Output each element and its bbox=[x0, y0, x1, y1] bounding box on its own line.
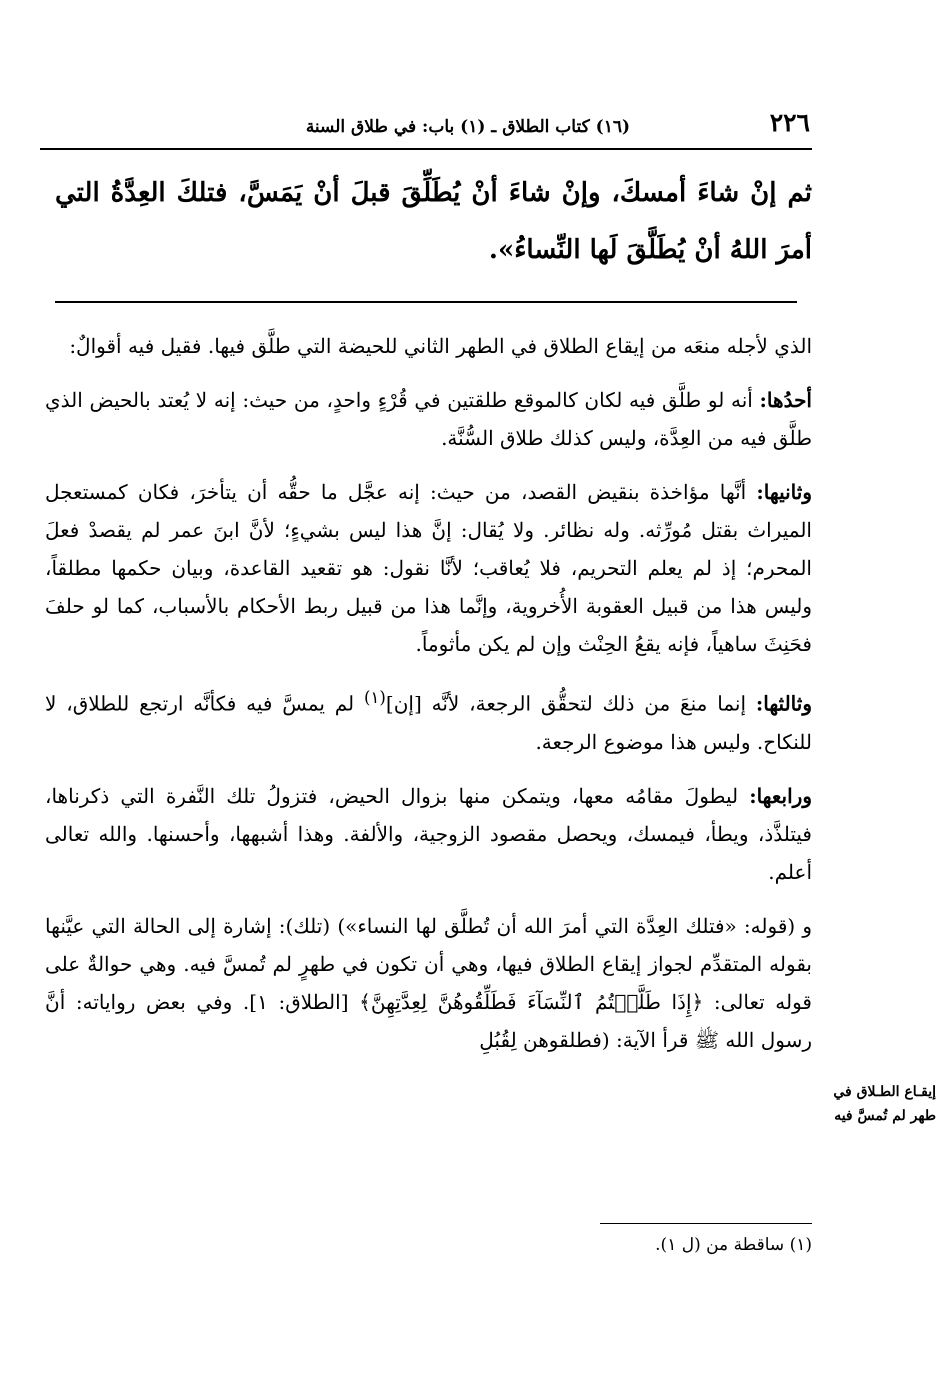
header-divider bbox=[40, 148, 812, 150]
footnote-marker[interactable]: (١) bbox=[363, 688, 386, 707]
opinion-4-text: ليطولَ مقامُه معها، ويتمكن منها بزوال الحيض، فتزولُ تلك النَّفرة التي ذكرناها، فيتلذَّذ، ويطأ، فيمسك، ويحصل مقصود الزوجية، والألفة. وهذا أشبهها، وأحسنها. والله تعالى أعلم. bbox=[45, 783, 812, 884]
opinion-3 bbox=[45, 679, 812, 761]
opinion-3-text-after: لم يمسَّ فيه فكأنَّه ارتجع للطلاق، لا للنكاح. وليس هذا موضوع الرجعة. bbox=[45, 691, 812, 754]
page-number: ٢٢٦ bbox=[769, 108, 810, 137]
opinion-1 bbox=[45, 381, 812, 457]
margin-note: إيقـاع الطـلاق في طهر لم تُمسَّ فيه bbox=[833, 1084, 936, 1124]
opinion-1-lead: أحدُها: bbox=[759, 388, 812, 412]
opinion-3-text-before: إنما منعَ من ذلك لتحقُّق الرجعة، لأنَّه [إن] bbox=[385, 691, 756, 716]
page-header bbox=[40, 108, 810, 148]
opinion-1-text: أنه لو طلَّق فيه لكان كالموقع طلقتين في قُرْءٍ واحدٍ، من حيث: إنه لا يُعتد بالحيض الذي طلَّق فيه من العِدَّة، وليس كذلك طلاق السُّنَّة. bbox=[45, 388, 812, 450]
opinion-2-text: أنَّها مؤاخذة بنقيض القصد، من حيث: إنه عجَّل ما حقُّه أن يتأخرَ، فكان كمستعجل الميراث بقتل مُورِّثه. وله نظائر. ولا يُقال: إنَّ هذا ليس بشيءٍ؛ لأنَّ ابنَ عمر لم يقصدْ فعلَ المحرم؛ إذ لم يعلم التحريم، فلا يُعاقب؛ لأنَّا نقول: هو تقعيد القاعدة، وبيان حكمها مطلقاً، وليس هذا من قبيل العقوبة الأُخروية، وإنَّما هذا من قبيل ربط الأحكام بالأسباب، كما لو حلفَ فحَنِثَ ساهياً، فإنه يقعُ الحِنْث وإن لم يكن مأثوماً. bbox=[45, 480, 812, 656]
opinion-4-lead: ورابعها: bbox=[749, 783, 812, 808]
footnote: (١) ساقطة من (ل ١). bbox=[655, 1235, 812, 1255]
opinion-3-lead: وثالثها: bbox=[755, 691, 812, 716]
footnote-divider bbox=[600, 1223, 812, 1224]
commentary-divider bbox=[55, 301, 797, 303]
opinion-2-lead: وثانيها: bbox=[756, 480, 812, 504]
opinion-4 bbox=[45, 777, 812, 891]
opinion-2 bbox=[45, 473, 812, 663]
running-title: (١٦) كتاب الطلاق ـ (١) باب: في طلاق السنة bbox=[305, 117, 630, 137]
hadith-text: ثم إنْ شاءَ أمسكَ، وإنْ شاءَ أنْ يُطَلِّقَ قبلَ أنْ يَمَسَّ، فتلكَ العِدَّةُ التي أمرَ اللهُ أنْ يُطَلَّقَ لَها النِّساءُ». bbox=[55, 178, 812, 265]
commentary bbox=[45, 327, 812, 1075]
commentary-intro: الذي لأجله منعَه من إيقاع الطلاق في الطهر الثاني للحيضة التي طلَّق فيها. فقيل فيه أقوالٌ: bbox=[69, 334, 812, 358]
commentary-final: و (قوله: «فتلك العِدَّة التي أمرَ الله أن تُطلَّق لها النساء») (تلك): إشارة إلى الحالة التي عيَّنها بقوله المتقدِّم لجواز إيقاع الطلاق فيها، وهي أن تكون في طهرٍ لم تُمسَّ فيه. وهي حوالةٌ على قوله تعالى: ﴿إِذَا طَلَّقۡتُمُ ٱلنِّسَآءَ فَطَلِّقُوهُنَّ لِعِدَّتِهِنَّ﴾ [الطلاق: ١]. وفي بعض رواياته: أنَّ رسول الله ﷺ قرأ الآية: (فطلقوهن لِقُبُلِ bbox=[45, 913, 812, 1052]
